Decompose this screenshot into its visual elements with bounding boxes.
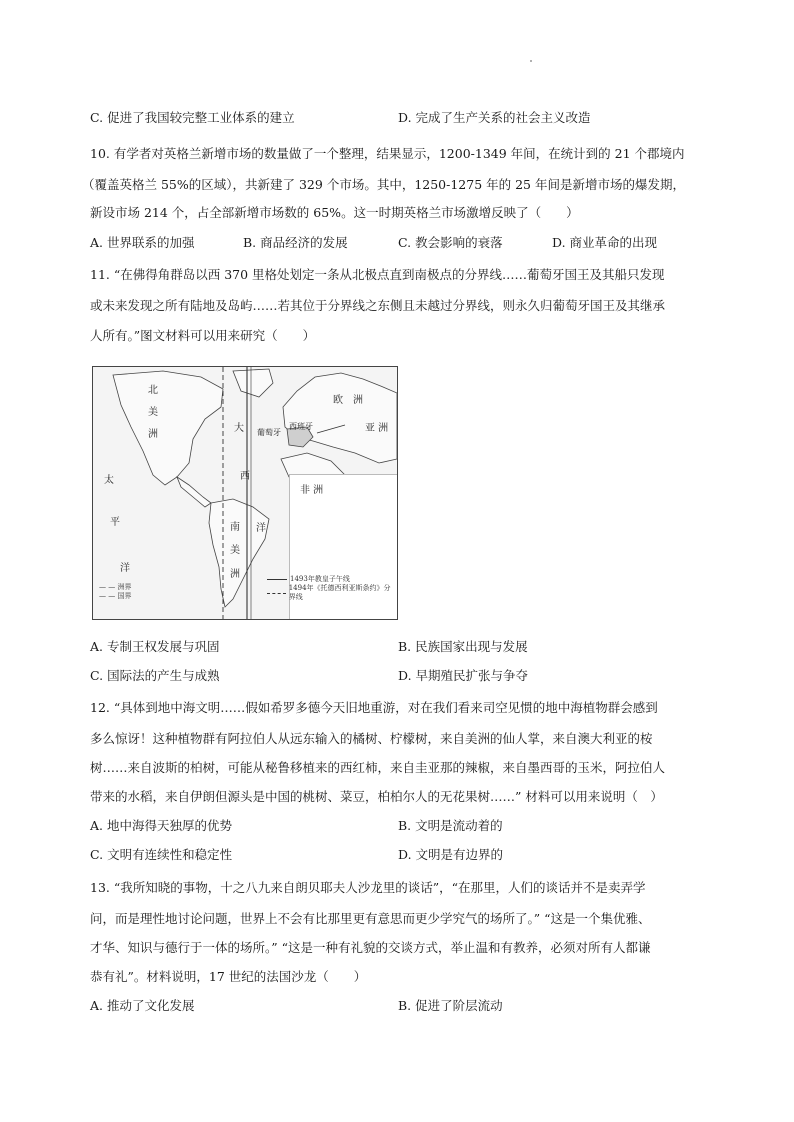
q13-stem-line-3: 才华、知识与德行于一体的场所。” “这是一种有礼貌的交谈方式，举止温和有教养，必须对所有人都谦 (90, 940, 651, 955)
q11-option-b[interactable]: B. 民族国家出现与发展 (398, 639, 528, 654)
legend-row-2 (267, 584, 397, 602)
legend-row-1 (267, 575, 397, 584)
label-north-america-3: 洲 (148, 429, 158, 440)
q11-stem-line-2: 或未来发现之所有陆地及岛屿……若其位于分界线之东侧且未越过分界线，则永久归葡萄牙国王及其继承 (90, 298, 666, 313)
q12-option-d[interactable]: D. 文明是有边界的 (398, 847, 504, 862)
q12-stem-line-1: 12. “具体到地中海文明……假如希罗多德今天旧地重游，对在我们看来司空见惯的地中海植物群会感到 (90, 700, 658, 715)
q11-option-a[interactable]: A. 专制王权发展与巩固 (90, 639, 220, 654)
europe-shape (283, 373, 397, 463)
north-america-shape (113, 371, 223, 485)
q9-option-c[interactable]: C. 促进了我国较完整工业体系的建立 (90, 110, 295, 125)
legend-text-2: 1494年《托德西利亚斯条约》分界线 (288, 584, 391, 601)
label-atlantic-1: 大 (234, 423, 244, 434)
q11-option-d[interactable]: D. 早期殖民扩张与争夺 (398, 668, 529, 683)
treaty-line-map (92, 366, 398, 620)
label-africa: 非 洲 (300, 485, 324, 496)
q12-stem-line-3: 树……来自波斯的柏树，可能从秘鲁移植来的西红柿，来自圭亚那的辣椒，来自墨西哥的玉米，阿拉伯人 (90, 760, 666, 775)
legend-dashed-swatch (267, 593, 286, 594)
q12-stem-line-2: 多么惊讶！这种植物群有阿拉伯人从远东输入的橘树、柠檬树，来自美洲的仙人掌，来自澳大利亚的桉 (90, 731, 653, 746)
central-america-shape (177, 477, 211, 507)
label-portugal: 葡萄牙 (257, 428, 281, 437)
label-south-america-1: 南 (230, 522, 240, 533)
q13-option-b[interactable]: B. 促进了阶层流动 (398, 998, 503, 1013)
q12-option-b[interactable]: B. 文明是流动着的 (398, 818, 503, 833)
label-pacific-2: 平 (110, 517, 120, 528)
q10-stem-line-2: （覆盖英格兰 55%的区域），共新建了 329 个市场。其中，1250-1275 年的 25 年间是新增市场的爆发期， (82, 177, 685, 192)
label-pacific-3: 洋 (120, 563, 130, 574)
q9-option-d[interactable]: D. 完成了生产关系的社会主义改造 (398, 110, 591, 125)
label-south-america-3: 洲 (230, 569, 240, 580)
q10-stem-line-3: 新设市场 214 个，占全部新增市场数的 65%。这一时期英格兰市场激增反映了（ ） (90, 205, 579, 220)
map-legend-lines (267, 575, 397, 602)
label-atlantic-3: 洋 (256, 523, 266, 534)
label-pacific-1: 太 (104, 475, 114, 486)
legend-country-border: — — 国界 (99, 592, 132, 600)
map-legend-borders (99, 583, 131, 601)
label-europe: 欧 洲 (333, 395, 363, 406)
q10-option-d[interactable]: D. 商业革命的出现 (552, 235, 658, 250)
label-asia: 亚 洲 (365, 423, 389, 434)
label-spain: 西班牙 (289, 422, 313, 431)
q11-option-c[interactable]: C. 国际法的产生与成熟 (90, 668, 220, 683)
q10-option-a[interactable]: A. 世界联系的加强 (90, 235, 195, 250)
q13-stem-line-2: 问，而是理性地讨论问题，世界上不会有比那里更有意思而更少学究气的场所了。” “这是一个集优雅、 (90, 911, 651, 926)
legend-text-1: 1493年教皇子午线 (290, 575, 350, 583)
q12-option-c[interactable]: C. 文明有连续性和稳定性 (90, 847, 233, 862)
label-north-america-2: 美 (148, 407, 158, 418)
legend-continent-border: — — 洲界 (99, 583, 132, 591)
q10-option-b[interactable]: B. 商品经济的发展 (243, 235, 348, 250)
q13-option-a[interactable]: A. 推动了文化发展 (90, 998, 195, 1013)
label-atlantic-2: 西 (240, 471, 250, 482)
greenland-shape (233, 369, 273, 397)
q13-stem-line-1: 13. “我所知晓的事物，十之八九来自朗贝耶夫人沙龙里的谈话”，“在那里，人们的谈话并不是卖弄学 (90, 880, 646, 895)
legend-solid-swatch (267, 579, 287, 580)
page-dot (530, 60, 532, 62)
q13-stem-line-4: 恭有礼”。材料说明，17 世纪的法国沙龙（ ） (90, 969, 367, 984)
q11-stem-line-3: 人所有。”图文材料可以用来研究（ ） (90, 328, 316, 343)
q12-option-a[interactable]: A. 地中海得天独厚的优势 (90, 818, 232, 833)
label-south-america-2: 美 (230, 545, 240, 556)
q10-option-c[interactable]: C. 教会影响的衰落 (398, 235, 503, 250)
q12-stem-line-4: 带来的水稻，来自伊朗但源头是中国的桃树、菜豆，柏柏尔人的无花果树……” 材料可以用来说明（ ） (90, 789, 663, 804)
label-north-america-1: 北 (148, 385, 158, 396)
q10-stem-line-1: 10. 有学者对英格兰新增市场的数量做了一个整理，结果显示，1200-1349 年间，在统计到的 21 个郡境内 (90, 146, 685, 161)
q11-stem-line-1: 11. “在佛得角群岛以西 370 里格处划定一条从北极点直到南极点的分界线……葡萄牙国王及其船只发现 (90, 267, 665, 282)
